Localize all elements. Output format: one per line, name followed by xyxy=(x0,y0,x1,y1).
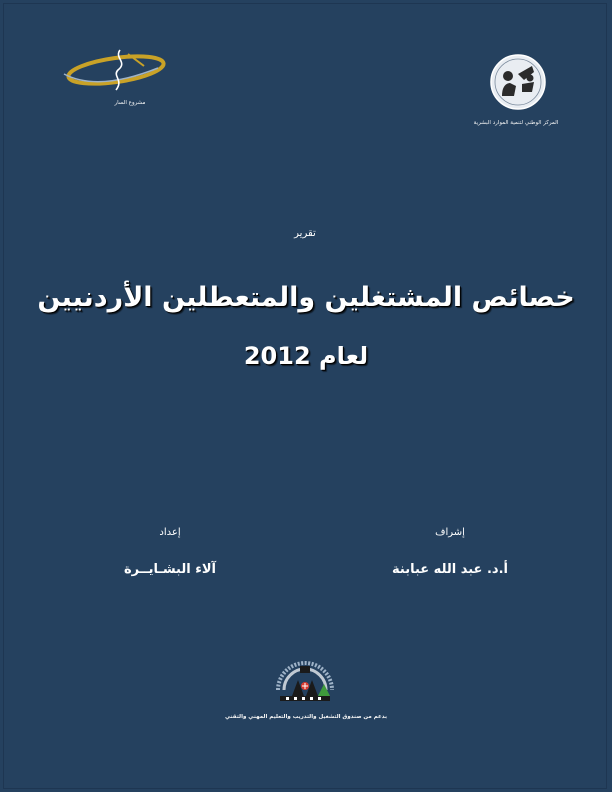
prepared-by-label: إعداد xyxy=(159,527,181,538)
nchrd-logo-icon xyxy=(488,52,548,112)
report-label: تقرير xyxy=(294,228,316,239)
etvet-fund-logo-icon xyxy=(272,656,338,706)
supervisor-name: أ.د. عبد الله عبابنة xyxy=(392,562,508,577)
supervision-label: إشراف xyxy=(435,527,465,538)
report-subtitle: لعام 2012 xyxy=(243,342,369,370)
right-logo-caption: المركز الوطني لتنمية الموارد البشرية xyxy=(473,120,559,126)
funding-caption: بدعم من صندوق التشغيل والتدريب والتعليم المهني والتقني xyxy=(224,714,388,720)
left-logo-caption: مشروع السار xyxy=(114,100,146,106)
sar-project-logo-icon xyxy=(58,48,170,94)
report-title: خصائص المشتغلين والمتعطلين الأردنيين xyxy=(37,282,575,313)
author-name: آلاء البشـايــرة xyxy=(123,562,217,577)
